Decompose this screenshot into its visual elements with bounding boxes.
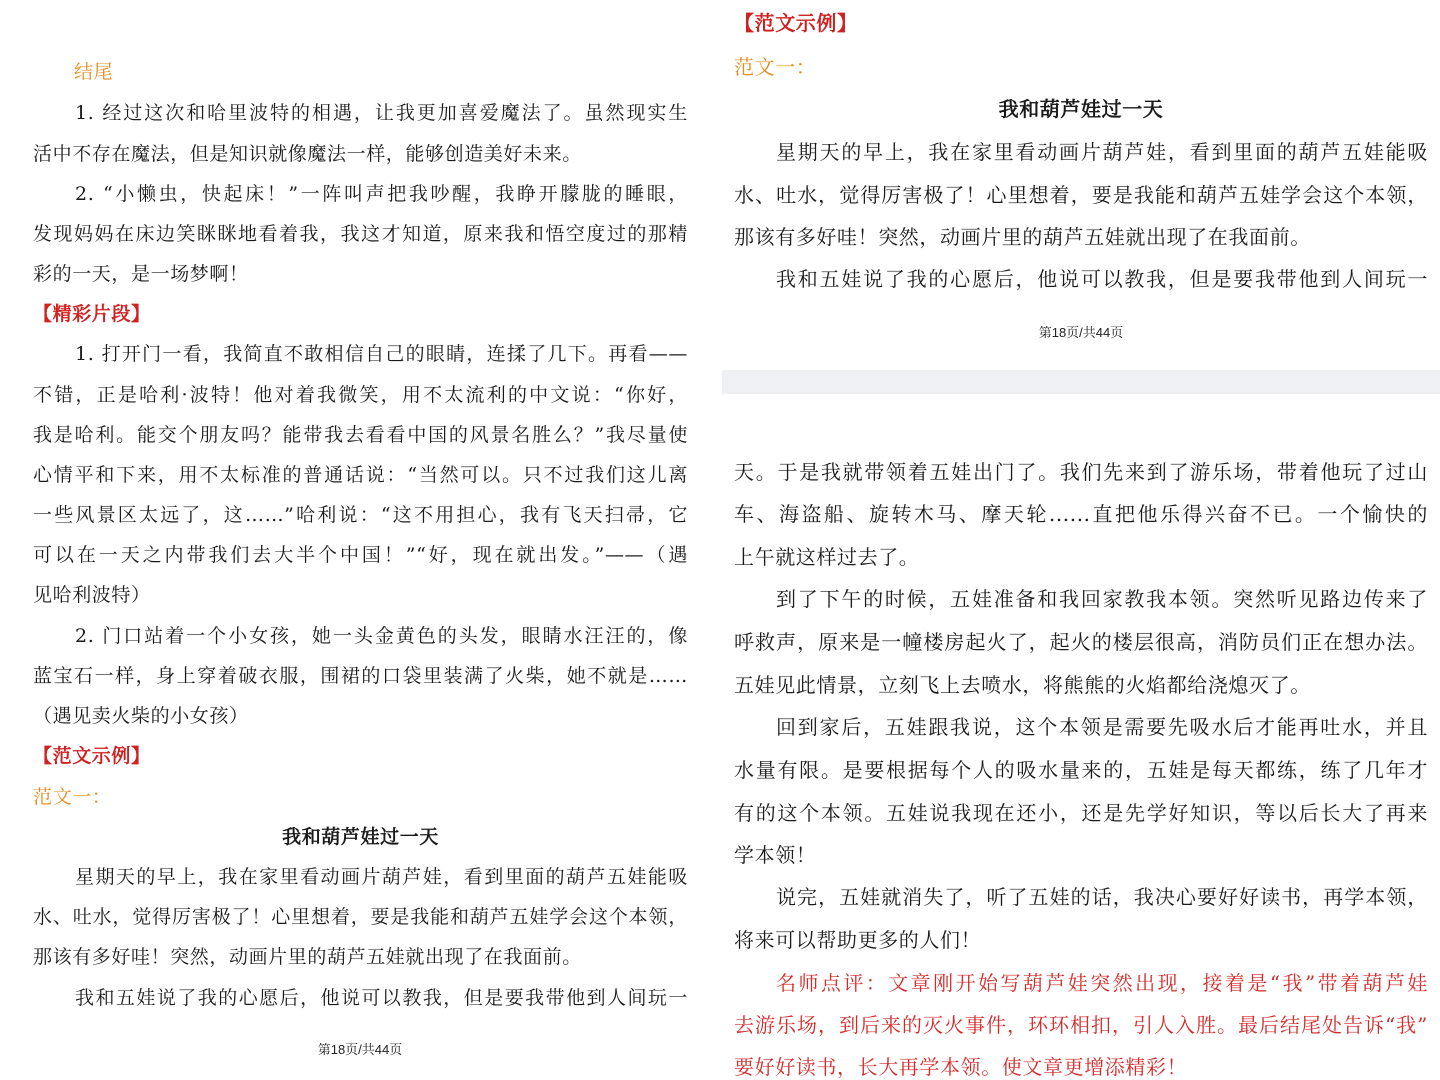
ending-line: 活中不存在魔法，但是知识就像魔法一样，能够创造美好未来。 xyxy=(33,143,582,165)
essay-line: 到了下午的时候，五娃准备和我回家教我本领。突然听见路边传来了 xyxy=(776,587,1428,611)
essay-line: 天。于是我就带领着五娃出门了。我们先来到了游乐场，带着他玩了过山 xyxy=(734,460,1428,484)
ending-line: 彩的一天，是一场梦啊！ xyxy=(33,263,249,285)
right-bottom-page xyxy=(722,394,1440,1080)
essay-line: 五娃见此情景，立刻飞上去喷水，将熊熊的火焰都给浇熄灭了。 xyxy=(734,673,1311,697)
page-gap xyxy=(722,370,1440,394)
teacher-comment-line: 名师点评：文章刚开始写葫芦娃突然出现，接着是“我”带着葫芦娃 xyxy=(776,971,1428,995)
essay-line: 车、海盗船、旋转木马、摩天轮......直把他乐得兴奋不已。一个愉快的 xyxy=(734,502,1428,526)
right-top-page xyxy=(722,0,1440,370)
highlight-line: （遇见卖火柴的小女孩） xyxy=(33,705,249,727)
heading-highlight: 【精彩片段】 xyxy=(33,303,151,325)
essay-line: 上午就这样过去了。 xyxy=(734,545,920,569)
essay-line: 水、吐水，觉得厉害极了！心里想着，要是我能和葫芦五娃学会这个本领， xyxy=(33,906,688,928)
subheading-example1: 范文一： xyxy=(33,786,112,808)
essay-line: 回到家后，五娃跟我说，这个本领是需要先吸水后才能再吐水，并且 xyxy=(776,715,1428,739)
highlight-line: 心情平和下来，用不太标准的普通话说：“当然可以。只不过我们这儿离 xyxy=(33,464,688,486)
essay-title: 我和葫芦娃过一天 xyxy=(998,97,1164,121)
heading-example: 【范文示例】 xyxy=(33,745,151,767)
ending-line: 1. 经过这次和哈里波特的相遇，让我更加喜爱魔法了。虽然现实生 xyxy=(75,102,688,124)
essay-line: 星期天的早上，我在家里看动画片葫芦娃，看到里面的葫芦五娃能吸 xyxy=(776,140,1428,164)
highlight-line: 不错，正是哈利·波特！他对着我微笑，用不太流利的中文说：“你好， xyxy=(33,384,688,406)
ending-line: 2. “小懒虫，快起床！”一阵叫声把我吵醒，我睁开朦胧的睡眼， xyxy=(75,183,688,205)
essay-line: 水、吐水，觉得厉害极了！心里想着，要是我能和葫芦五娃学会这个本领， xyxy=(734,183,1428,207)
highlight-line: 蓝宝石一样，身上穿着破衣服，围裙的口袋里装满了火柴，她不就是…… xyxy=(33,665,688,687)
page-number: 第18页/共44页 xyxy=(317,1042,403,1057)
highlight-line: 可以在一天之内带我们去大半个中国！”“好，现在就出发。”——（遇 xyxy=(33,544,688,566)
essay-line: 那该有多好哇！突然，动画片里的葫芦五娃就出现了在我面前。 xyxy=(734,225,1311,249)
highlight-line: 1. 打开门一看，我简直不敢相信自己的眼睛，连揉了几下。再看—— xyxy=(75,343,688,365)
ending-line: 发现妈妈在床边笑眯眯地看着我，我这才知道，原来我和悟空度过的那精 xyxy=(33,223,688,245)
essay-line: 呼救声，原来是一幢楼房起火了，起火的楼层很高，消防员们正在想办法。 xyxy=(734,630,1428,654)
essay-line: 说完，五娃就消失了，听了五娃的话，我决心要好好读书，再学本领， xyxy=(776,885,1428,909)
essay-line: 学本领！ xyxy=(734,843,817,867)
heading-example: 【范文示例】 xyxy=(734,11,858,35)
highlight-line: 我是哈利。能交个朋友吗？能带我去看看中国的风景名胜么？”我尽量使 xyxy=(33,424,688,446)
essay-line: 我和五娃说了我的心愿后，他说可以教我，但是要我带他到人间玩一 xyxy=(75,987,688,1009)
essay-line: 水量有限。是要根据每个人的吸水量来的，五娃是每天都练，练了几年才 xyxy=(734,758,1428,782)
essay-line: 将来可以帮助更多的人们！ xyxy=(734,928,982,952)
teacher-comment-line: 去游乐场，到后来的灭火事件，环环相扣，引人入胜。最后结尾处告诉“我” xyxy=(734,1013,1428,1037)
highlight-line: 一些风景区太远了，这……”哈利说：“这不用担心，我有飞天扫帚，它 xyxy=(33,504,688,526)
heading-ending: 结尾 xyxy=(74,61,114,83)
essay-line: 我和五娃说了我的心愿后，他说可以教我，但是要我带他到人间玩一 xyxy=(776,267,1428,291)
highlight-line: 见哈利波特） xyxy=(33,584,151,606)
highlight-line: 2. 门口站着一个小女孩，她一头金黄色的头发，眼睛水汪汪的，像 xyxy=(75,625,688,647)
essay-title: 我和葫芦娃过一天 xyxy=(282,826,439,848)
page-number: 第18页/共44页 xyxy=(1038,325,1124,340)
essay-line: 星期天的早上，我在家里看动画片葫芦娃，看到里面的葫芦五娃能吸 xyxy=(75,866,688,888)
subheading-example1: 范文一： xyxy=(734,55,817,79)
teacher-comment-line: 要好好读书，长大再学本领。使文章更增添精彩！ xyxy=(734,1055,1188,1079)
essay-line: 有的这个本领。五娃说我现在还小，还是先学好知识，等以后长大了再来 xyxy=(734,801,1428,825)
essay-line: 那该有多好哇！突然，动画片里的葫芦五娃就出现了在我面前。 xyxy=(33,946,582,968)
